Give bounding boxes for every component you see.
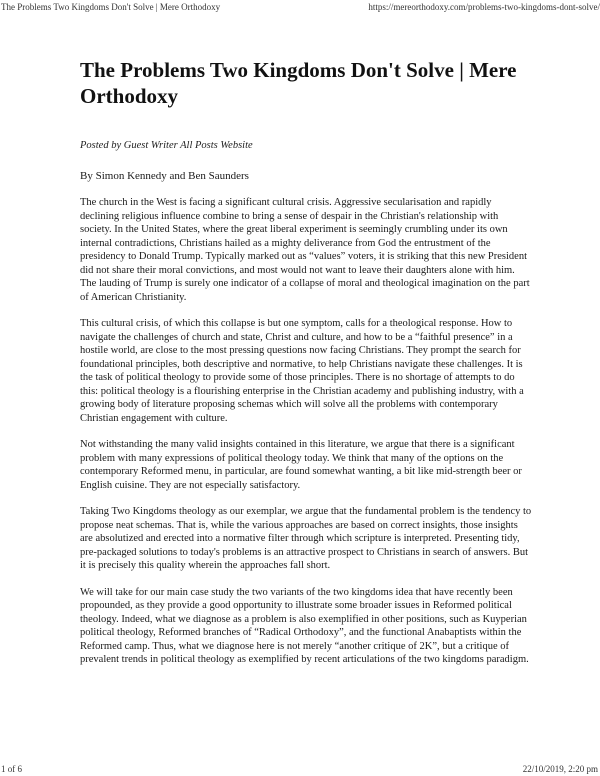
article-authors: By Simon Kennedy and Ben Saunders [80,170,249,182]
header-doc-title: The Problems Two Kingdoms Don't Solve | Mere Orthodoxy [1,2,221,12]
article-paragraph: The church in the West is facing a significant cultural crisis. Aggressive secularisation and rapidly declining religious influence combine to bring a sense of despair in the Christian's relationship with society. In the United States, where the great liberal experiment is seemingly crumbling under its own internal contradictions, Christians hailed as a mighty deliverance from God the entrustment of the presidency to Donald Trump. Typically marked out as “values” voters, it is striking that this new President did not share their moral convictions, and most would not want to leave their daughters alone with him. The lauding of Trump is surely one indicator of a collapse of moral and theological imagination on the part of American Christianity. [80,197,530,303]
header-url: https://mereorthodoxy.com/problems-two-kingdoms-dont-solve/ [368,2,600,12]
article-paragraph: We will take for our main case study the two variants of the two kingdoms idea that have recently been propounded, as they provide a good opportunity to illustrate some broader issues in Reformed political theology. Indeed, what we diagnose as a problem is also exemplified in other positions, such as Kuyperian political theology, Reformed branches of “Radical Orthodoxy”, and the functional Anabaptists within the Reformed camp. Thus, what we diagnose here is not merely “another critique of 2K”, but a critique of prevalent trends in political theology as exemplified by recent articulations of the two kingdoms paradigm. [80,586,529,665]
article-paragraph: Not withstanding the many valid insights contained in this literature, we argue that there is a significant problem with many expressions of political theology today. We think that many of the options on the contemporary Reformed menu, in particular, are found somewhat wanting, a bit like mid-strength beer or English cuisine. They are not especially satisfactory. [80,439,522,491]
article-byline: Posted by Guest Writer All Posts Website [80,140,253,151]
article-title: The Problems Two Kingdoms Don't Solve | Mere Orthodoxy [80,58,517,108]
print-footer [0,760,600,776]
page-number: 1 of 6 [1,764,22,774]
article [80,57,532,667]
article-paragraph: Taking Two Kingdoms theology as our exemplar, we argue that the fundamental problem is the tendency to propose neat schemas. That is, while the various approaches are based on correct insights, those insights are absolutized and erected into a normative filter through which scripture is interpreted. Presenting tidy, pre-packaged solutions to today's problems is an attractive prospect to Christians in search of answers. But it is precisely this quality wherein the approaches fall short. [80,506,532,571]
article-paragraph: This cultural crisis, of which this collapse is but one symptom, calls for a theological response. How to navigate the challenges of church and state, Christ and culture, and how to be a “faithful presence” in a hostile world, are close to the most pressing questions now facing Christians. They prompt the search for foundational principles, both descriptive and normative, to help Christians navigate these challenges. It is the task of political theology to provide some of those principles. There is no shortage of attempts to do this: political theology is a flourishing enterprise in the Christian academy and publishing industry, with a growing body of literature proposing schemas which will solve all the problems with contemporary Christian engagement with culture. [80,318,524,424]
print-header [0,0,600,18]
print-timestamp: 22/10/2019, 2:20 pm [522,764,598,774]
